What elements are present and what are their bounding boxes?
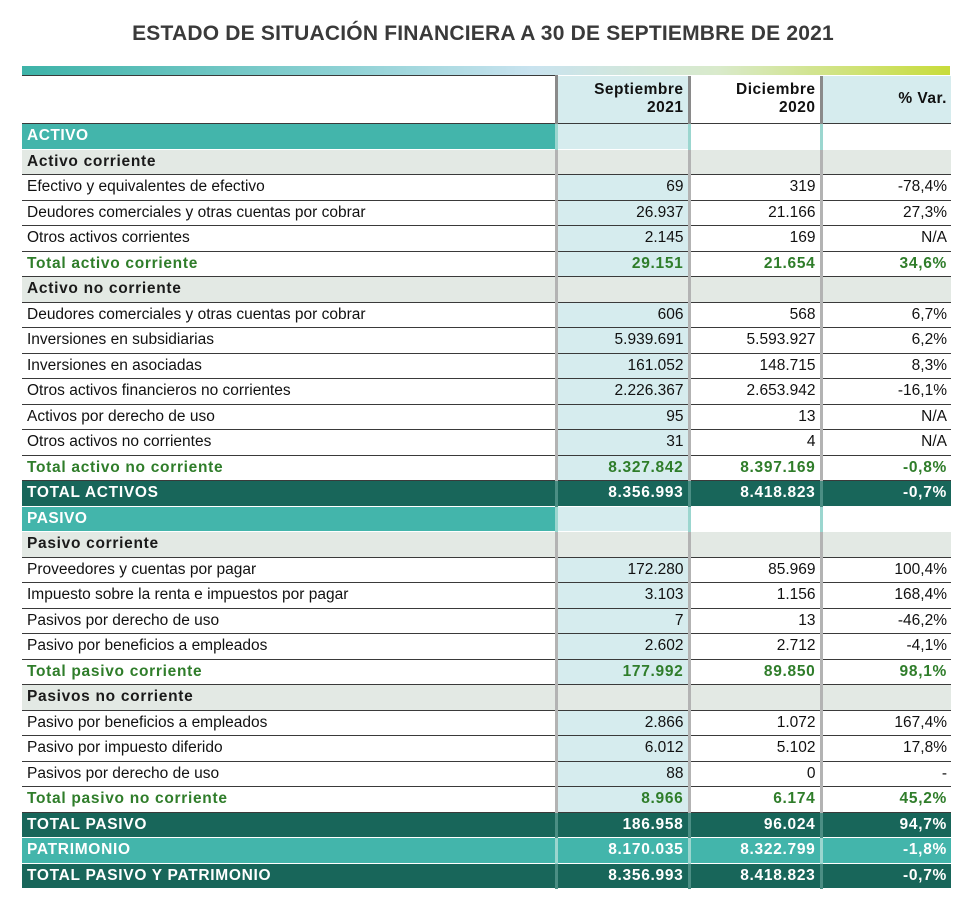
header-col1-line2: 2021 <box>647 99 684 117</box>
value-dec-2020: 169 <box>689 226 821 252</box>
value-variation <box>821 506 951 532</box>
header-col3: % Var. <box>898 90 947 108</box>
value-variation: 167,4% <box>821 710 951 736</box>
row-label: Otros activos no corrientes <box>22 430 556 456</box>
table-body <box>22 124 951 889</box>
value-dec-2020: 8.322.799 <box>689 838 821 864</box>
value-variation: -1,8% <box>821 838 951 864</box>
value-dec-2020: 0 <box>689 761 821 787</box>
table-row-subtotal <box>22 251 951 277</box>
value-variation <box>821 532 951 558</box>
value-sep-2021: 161.052 <box>556 353 689 379</box>
value-dec-2020: 85.969 <box>689 557 821 583</box>
table-row-patr <box>22 838 951 864</box>
value-variation <box>821 277 951 303</box>
header-label-cell <box>22 76 556 124</box>
value-dec-2020: 2.712 <box>689 634 821 660</box>
table-row-item <box>22 761 951 787</box>
table-row-total <box>22 812 951 838</box>
value-dec-2020: 319 <box>689 175 821 201</box>
value-sep-2021: 8.170.035 <box>556 838 689 864</box>
value-sep-2021: 7 <box>556 608 689 634</box>
value-sep-2021: 8.966 <box>556 787 689 813</box>
value-dec-2020: 1.072 <box>689 710 821 736</box>
value-variation: N/A <box>821 226 951 252</box>
row-label: Total pasivo no corriente <box>22 787 556 813</box>
value-sep-2021: 69 <box>556 175 689 201</box>
table-row-item <box>22 634 951 660</box>
value-variation: -78,4% <box>821 175 951 201</box>
value-dec-2020: 21.166 <box>689 200 821 226</box>
table-row-subsection <box>22 277 951 303</box>
value-variation: 6,7% <box>821 302 951 328</box>
value-sep-2021: 29.151 <box>556 251 689 277</box>
value-variation: -46,2% <box>821 608 951 634</box>
value-sep-2021 <box>556 124 689 150</box>
row-label: Pasivo por impuesto diferido <box>22 736 556 762</box>
header-variation <box>821 76 951 124</box>
value-sep-2021: 2.602 <box>556 634 689 660</box>
row-label: Efectivo y equivalentes de efectivo <box>22 175 556 201</box>
value-sep-2021: 26.937 <box>556 200 689 226</box>
value-sep-2021 <box>556 506 689 532</box>
value-variation <box>821 149 951 175</box>
table-row-item <box>22 557 951 583</box>
value-sep-2021: 31 <box>556 430 689 456</box>
table-row-item <box>22 226 951 252</box>
row-label: Pasivo por beneficios a empleados <box>22 710 556 736</box>
value-sep-2021 <box>556 685 689 711</box>
value-sep-2021: 8.356.993 <box>556 481 689 507</box>
table-header-row <box>22 76 951 124</box>
value-sep-2021: 8.327.842 <box>556 455 689 481</box>
value-sep-2021: 186.958 <box>556 812 689 838</box>
value-sep-2021: 6.012 <box>556 736 689 762</box>
table-row-item <box>22 328 951 354</box>
header-december-2020 <box>689 76 821 124</box>
value-dec-2020 <box>689 506 821 532</box>
row-label: TOTAL ACTIVOS <box>22 481 556 507</box>
row-label: Pasivos por derecho de uso <box>22 608 556 634</box>
value-sep-2021 <box>556 532 689 558</box>
row-label: Impuesto sobre la renta e impuestos por pagar <box>22 583 556 609</box>
table-row-item <box>22 710 951 736</box>
value-dec-2020: 8.418.823 <box>689 481 821 507</box>
value-sep-2021: 95 <box>556 404 689 430</box>
table-row-item <box>22 736 951 762</box>
value-variation: -0,8% <box>821 455 951 481</box>
value-dec-2020 <box>689 149 821 175</box>
value-sep-2021: 2.866 <box>556 710 689 736</box>
value-dec-2020: 2.653.942 <box>689 379 821 405</box>
row-label: TOTAL PASIVO Y PATRIMONIO <box>22 863 556 889</box>
row-label: Total pasivo corriente <box>22 659 556 685</box>
table-row-subtotal <box>22 787 951 813</box>
table-row-total <box>22 863 951 889</box>
table-row-subsection <box>22 532 951 558</box>
value-variation: -4,1% <box>821 634 951 660</box>
value-dec-2020: 8.397.169 <box>689 455 821 481</box>
value-variation: -0,7% <box>821 863 951 889</box>
value-variation: 100,4% <box>821 557 951 583</box>
value-sep-2021: 172.280 <box>556 557 689 583</box>
row-label: ACTIVO <box>22 124 556 150</box>
value-variation: 27,3% <box>821 200 951 226</box>
value-dec-2020: 148.715 <box>689 353 821 379</box>
row-label: Otros activos corrientes <box>22 226 556 252</box>
value-dec-2020: 4 <box>689 430 821 456</box>
value-variation: 168,4% <box>821 583 951 609</box>
financial-statement-table <box>22 75 951 889</box>
row-label: Inversiones en subsidiarias <box>22 328 556 354</box>
table-row-item <box>22 404 951 430</box>
table-row-item <box>22 608 951 634</box>
value-sep-2021 <box>556 149 689 175</box>
value-variation: 45,2% <box>821 787 951 813</box>
value-variation: -16,1% <box>821 379 951 405</box>
value-variation: 8,3% <box>821 353 951 379</box>
row-label: Pasivo corriente <box>22 532 556 558</box>
row-label: Activo corriente <box>22 149 556 175</box>
value-dec-2020: 5.593.927 <box>689 328 821 354</box>
value-dec-2020: 6.174 <box>689 787 821 813</box>
value-sep-2021: 2.145 <box>556 226 689 252</box>
value-variation: 6,2% <box>821 328 951 354</box>
value-dec-2020: 1.156 <box>689 583 821 609</box>
table-row-item <box>22 430 951 456</box>
value-sep-2021: 177.992 <box>556 659 689 685</box>
table-row-total <box>22 481 951 507</box>
value-dec-2020 <box>689 685 821 711</box>
value-variation: -0,7% <box>821 481 951 507</box>
value-variation <box>821 124 951 150</box>
value-variation: 17,8% <box>821 736 951 762</box>
value-dec-2020: 21.654 <box>689 251 821 277</box>
value-dec-2020: 568 <box>689 302 821 328</box>
table-row-item <box>22 583 951 609</box>
row-label: Deudores comerciales y otras cuentas por cobrar <box>22 200 556 226</box>
table-row-item <box>22 379 951 405</box>
value-dec-2020: 5.102 <box>689 736 821 762</box>
table-row-item <box>22 200 951 226</box>
value-dec-2020: 96.024 <box>689 812 821 838</box>
value-sep-2021: 8.356.993 <box>556 863 689 889</box>
page-title: ESTADO DE SITUACIÓN FINANCIERA A 30 DE SEPTIEMBRE DE 2021 <box>132 22 834 45</box>
table-row-section <box>22 506 951 532</box>
row-label: Activo no corriente <box>22 277 556 303</box>
row-label: Deudores comerciales y otras cuentas por cobrar <box>22 302 556 328</box>
row-label: TOTAL PASIVO <box>22 812 556 838</box>
row-label: Pasivos no corriente <box>22 685 556 711</box>
table-row-subtotal <box>22 659 951 685</box>
value-variation: N/A <box>821 430 951 456</box>
header-col2-line1: Diciembre <box>736 81 816 99</box>
value-variation: 94,7% <box>821 812 951 838</box>
value-sep-2021: 2.226.367 <box>556 379 689 405</box>
row-label: Otros activos financieros no corrientes <box>22 379 556 405</box>
header-september-2021 <box>556 76 689 124</box>
value-sep-2021: 5.939.691 <box>556 328 689 354</box>
table-row-section <box>22 124 951 150</box>
value-variation: 34,6% <box>821 251 951 277</box>
value-sep-2021: 88 <box>556 761 689 787</box>
value-variation: - <box>821 761 951 787</box>
row-label: Pasivo por beneficios a empleados <box>22 634 556 660</box>
row-label: Pasivos por derecho de uso <box>22 761 556 787</box>
table-row-item <box>22 175 951 201</box>
row-label: Inversiones en asociadas <box>22 353 556 379</box>
value-sep-2021: 3.103 <box>556 583 689 609</box>
value-dec-2020 <box>689 124 821 150</box>
value-variation <box>821 685 951 711</box>
row-label: Total activo corriente <box>22 251 556 277</box>
value-dec-2020 <box>689 532 821 558</box>
header-gradient-bar <box>22 66 950 75</box>
table-row-item <box>22 302 951 328</box>
table-row-subsection <box>22 685 951 711</box>
table-row-subtotal <box>22 455 951 481</box>
row-label: Activos por derecho de uso <box>22 404 556 430</box>
table-row-subsection <box>22 149 951 175</box>
value-dec-2020: 89.850 <box>689 659 821 685</box>
header-col1-line1: Septiembre <box>594 81 684 99</box>
value-dec-2020 <box>689 277 821 303</box>
row-label: Proveedores y cuentas por pagar <box>22 557 556 583</box>
value-dec-2020: 8.418.823 <box>689 863 821 889</box>
row-label: Total activo no corriente <box>22 455 556 481</box>
value-dec-2020: 13 <box>689 404 821 430</box>
table-row-item <box>22 353 951 379</box>
value-sep-2021 <box>556 277 689 303</box>
value-variation: N/A <box>821 404 951 430</box>
row-label: PATRIMONIO <box>22 838 556 864</box>
row-label: PASIVO <box>22 506 556 532</box>
header-col2-line2: 2020 <box>779 99 816 117</box>
value-variation: 98,1% <box>821 659 951 685</box>
value-dec-2020: 13 <box>689 608 821 634</box>
value-sep-2021: 606 <box>556 302 689 328</box>
